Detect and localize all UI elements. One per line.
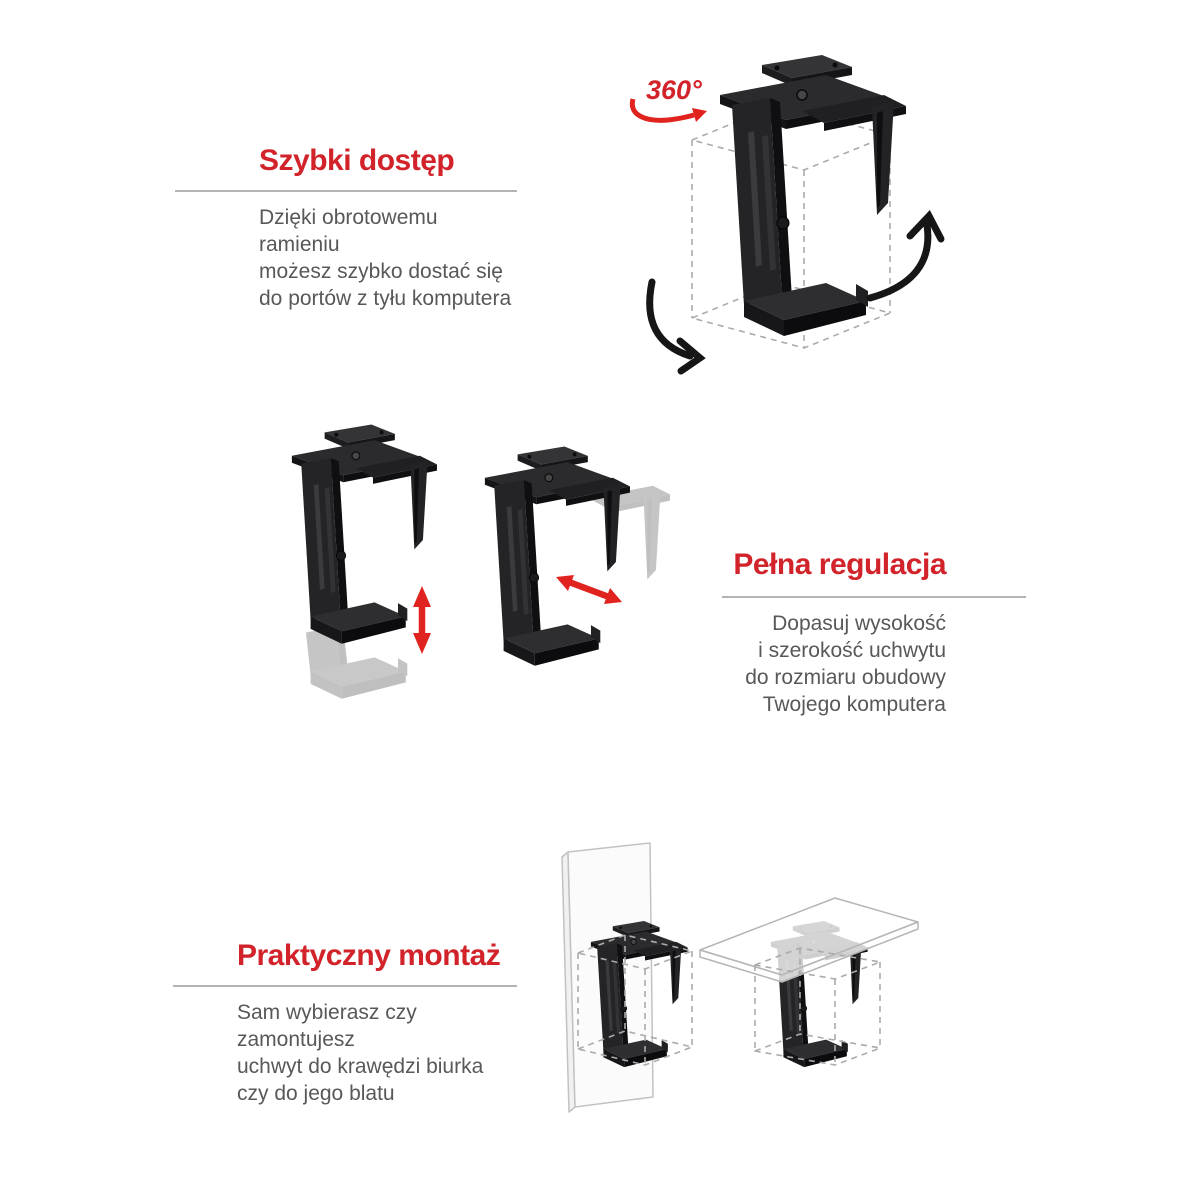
cpu-holder-desk-mount-scene	[690, 870, 1020, 1100]
body-line: i szerokość uchwytu	[758, 639, 946, 662]
width-adjust-arrow	[556, 575, 622, 604]
divider-rule	[173, 985, 517, 987]
section-title-full-adjustment: Pełna regulacja	[733, 548, 946, 581]
body-line: do portów z tyłu komputera	[259, 287, 512, 310]
body-line: Sam wybierasz czy zamontujesz	[237, 1001, 417, 1051]
rotation-360-label: 360°	[646, 75, 702, 105]
rotation-360-annotation	[632, 75, 707, 122]
height-adjust-arrow	[413, 586, 431, 654]
body-line: Twojego komputera	[762, 693, 946, 716]
section-body	[259, 204, 517, 312]
rotation-360-arrowhead	[692, 108, 707, 122]
body-line: Dopasuj wysokość	[772, 612, 946, 635]
section-body	[237, 999, 517, 1107]
section-full-adjustment	[722, 548, 1026, 718]
cpu-holder-width-adjust-scene	[470, 425, 680, 725]
body-line: uchwyt do krawędzi biurka	[237, 1055, 484, 1078]
desk-top-graphic	[700, 898, 918, 982]
section-practical-mounting	[173, 939, 517, 1107]
section-title-quick-access: Szybki dostęp	[259, 144, 455, 177]
cpu-holder-height-adjust-scene	[270, 415, 500, 715]
cpu-holder-ghost-arm	[589, 486, 670, 580]
body-line: Dzięki obrotowemu ramieniu	[259, 206, 438, 256]
body-line: do rozmiaru obudowy	[745, 666, 946, 689]
section-quick-access	[175, 144, 517, 312]
divider-rule	[722, 596, 1026, 598]
section-title-practical-mounting: Praktyczny montaż	[237, 939, 501, 972]
cpu-holder-graphic	[485, 447, 630, 666]
cpu-holder-graphic	[292, 425, 437, 644]
section-body	[722, 610, 946, 718]
cpu-holder-360-rotation-scene	[620, 45, 980, 385]
rotation-arrow-right	[870, 216, 941, 298]
body-line: czy do jego blatu	[237, 1082, 395, 1105]
divider-rule	[175, 190, 517, 192]
body-line: możesz szybko dostać się	[259, 260, 503, 283]
